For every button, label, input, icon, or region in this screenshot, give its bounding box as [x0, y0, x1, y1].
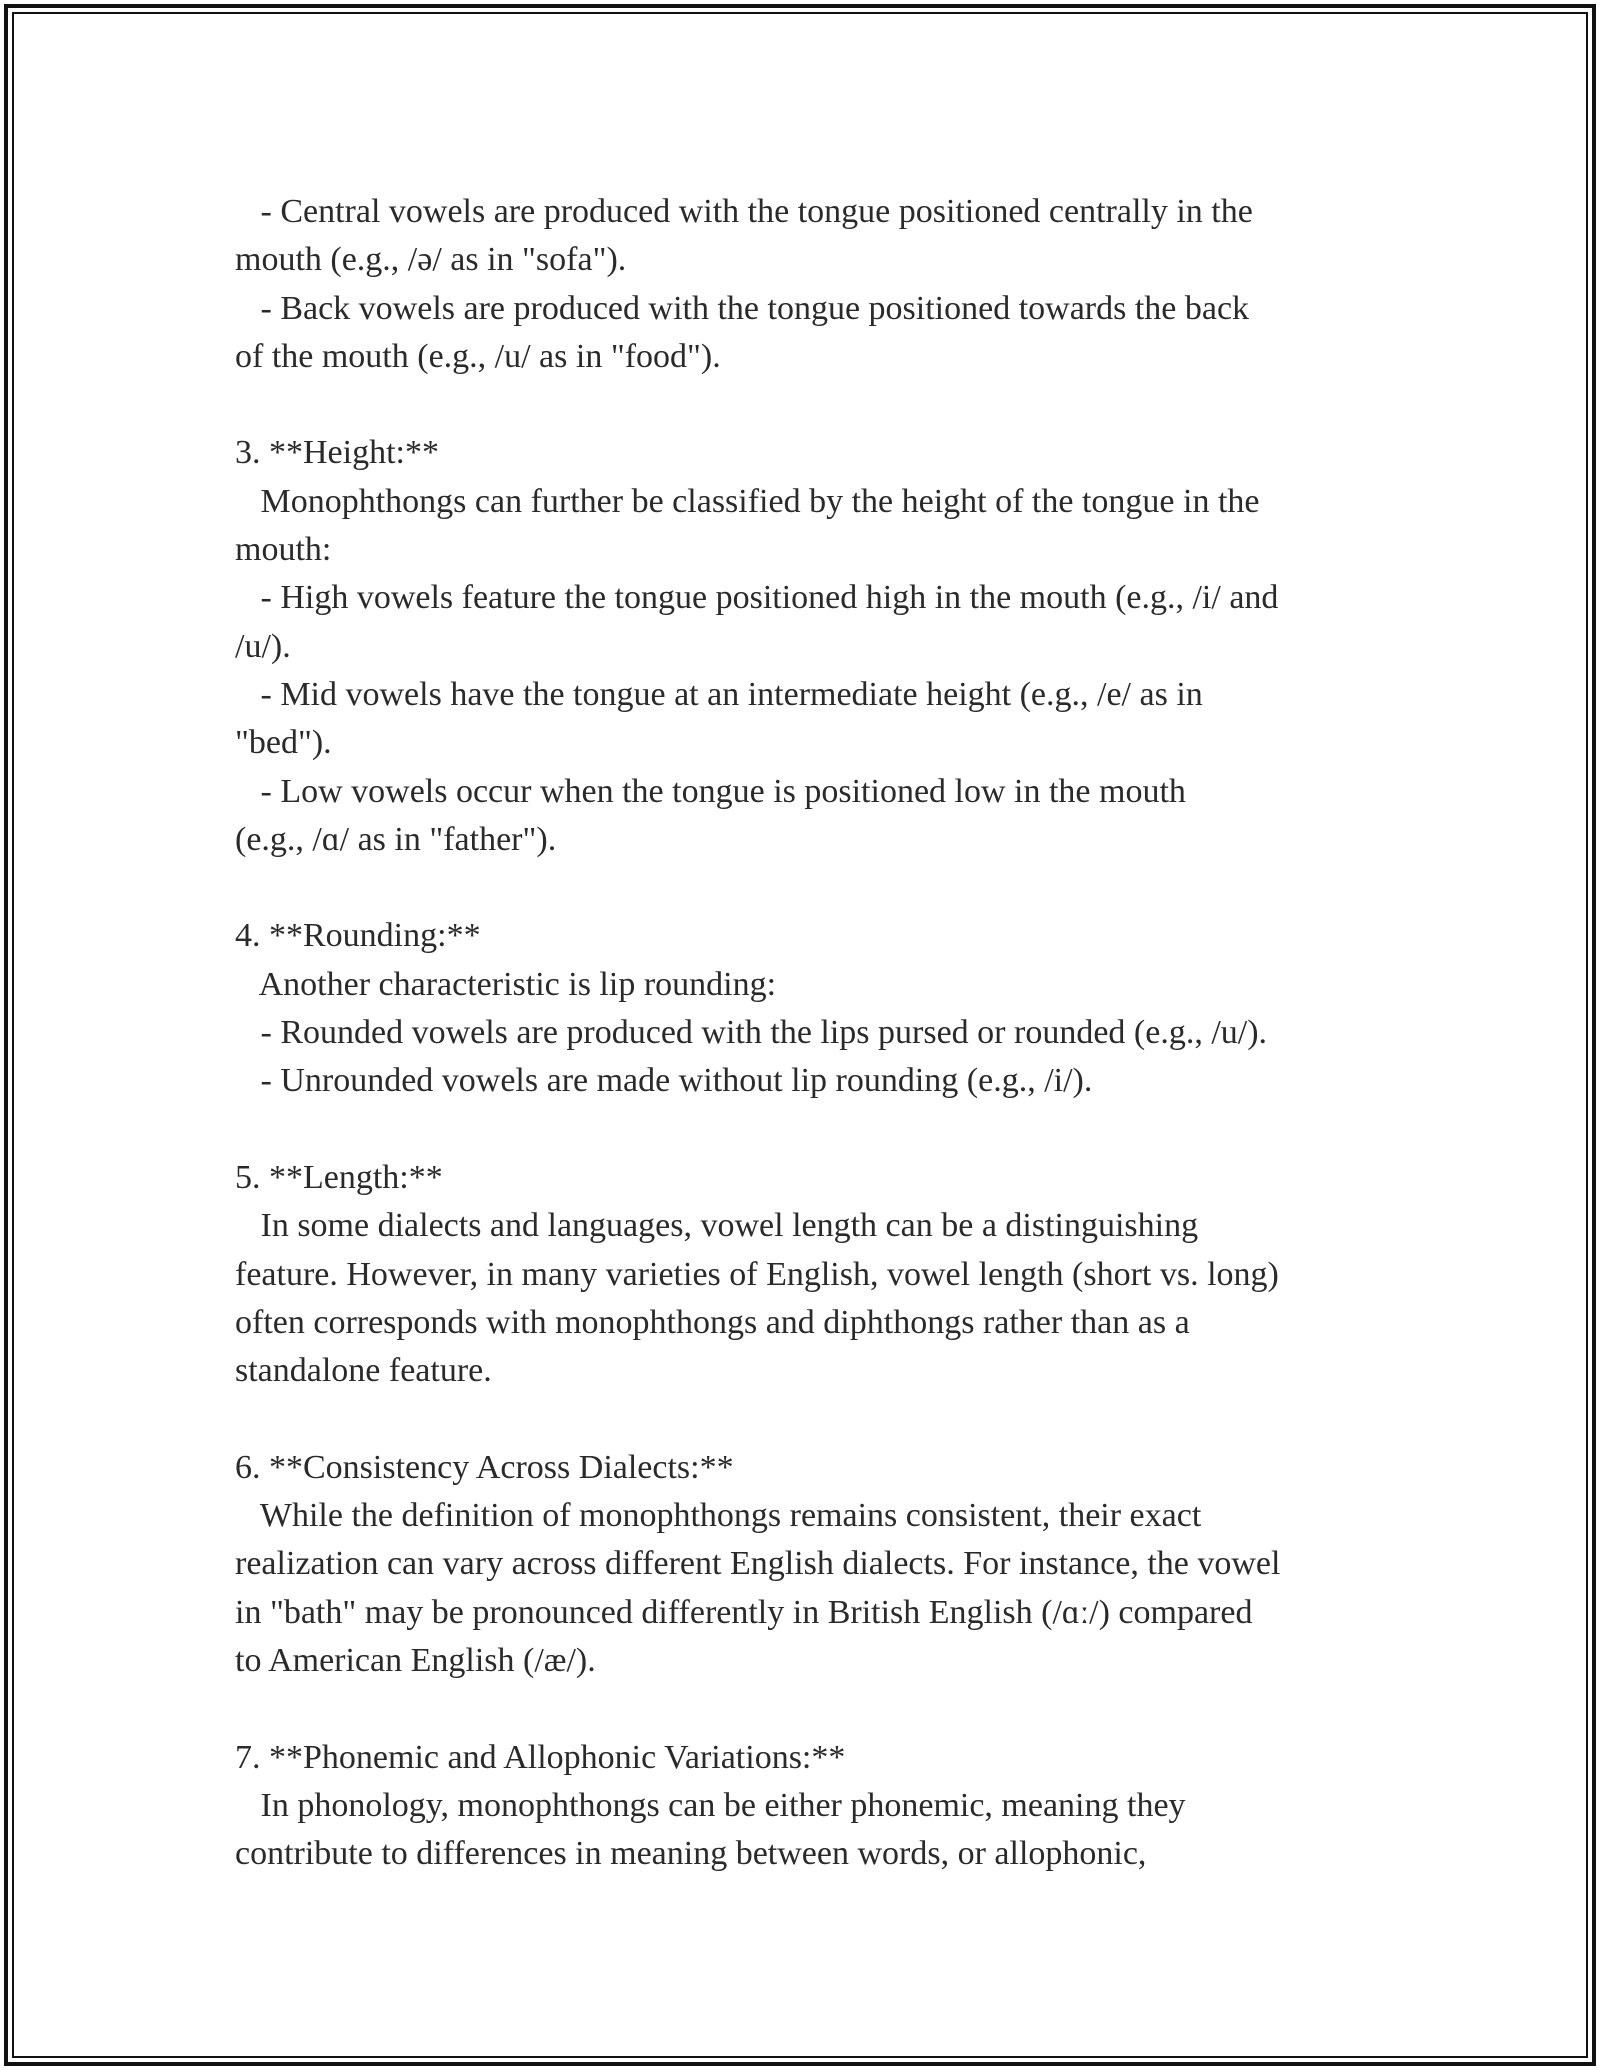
text-line: of the mouth (e.g., /u/ as in "food").: [235, 337, 721, 375]
text-line: /u/).: [235, 627, 291, 665]
blank-line: [235, 864, 1385, 912]
text-line: "bed").: [235, 724, 332, 762]
text-line: - Unrounded vowels are made without lip rounding (e.g., /i/).: [235, 1062, 1093, 1100]
section-heading-consistency: 6. **Consistency Across Dialects:**: [235, 1448, 734, 1486]
text-line: - Low vowels occur when the tongue is positioned low in the mouth: [235, 772, 1186, 810]
section-heading-height: 3. **Height:**: [235, 434, 439, 472]
document-body: [235, 188, 1385, 1878]
text-line: Monophthongs can further be classified by the height of the tongue in the: [235, 482, 1260, 520]
text-line: mouth:: [235, 531, 332, 569]
text-line: (e.g., /ɑ/ as in "father").: [235, 820, 557, 858]
text-line: - Back vowels are produced with the tongue positioned towards the back: [235, 289, 1250, 327]
text-line: - Central vowels are produced with the tongue positioned centrally in the: [235, 193, 1253, 230]
text-line: realization can vary across different English dialects. For instance, the vowel: [235, 1545, 1281, 1583]
text-line: mouth (e.g., /ə/ as in "sofa").: [235, 241, 627, 279]
text-line: In phonology, monophthongs can be either phonemic, meaning they: [235, 1786, 1186, 1824]
section-heading-length: 5. **Length:**: [235, 1158, 443, 1196]
text-line: in "bath" may be pronounced differently in British English (/ɑː/) compared: [235, 1593, 1253, 1631]
text-line: feature. However, in many varieties of English, vowel length (short vs. long): [235, 1255, 1279, 1293]
text-line: While the definition of monophthongs remains consistent, their exact: [235, 1497, 1202, 1535]
text-line: - High vowels feature the tongue positioned high in the mouth (e.g., /i/ and: [235, 579, 1279, 617]
blank-line: [235, 1685, 1385, 1733]
text-line: contribute to differences in meaning between words, or allophonic,: [235, 1835, 1147, 1873]
section-heading-phonemic: 7. **Phonemic and Allophonic Variations:**: [235, 1738, 846, 1776]
text-line: - Rounded vowels are produced with the lips pursed or rounded (e.g., /u/).: [235, 1014, 1268, 1052]
section-heading-rounding: 4. **Rounding:**: [235, 917, 481, 955]
text-line: - Mid vowels have the tongue at an intermediate height (e.g., /e/ as in: [235, 675, 1203, 713]
blank-line: [235, 1106, 1385, 1154]
text-line: In some dialects and languages, vowel length can be a distinguishing: [235, 1207, 1199, 1245]
text-line: often corresponds with monophthongs and diphthongs rather than as a: [235, 1303, 1190, 1341]
blank-line: [235, 381, 1385, 429]
text-line: Another characteristic is lip rounding:: [235, 965, 777, 1003]
blank-line: [235, 1395, 1385, 1443]
text-line: standalone feature.: [235, 1352, 492, 1390]
text-line: to American English (/æ/).: [235, 1641, 596, 1679]
